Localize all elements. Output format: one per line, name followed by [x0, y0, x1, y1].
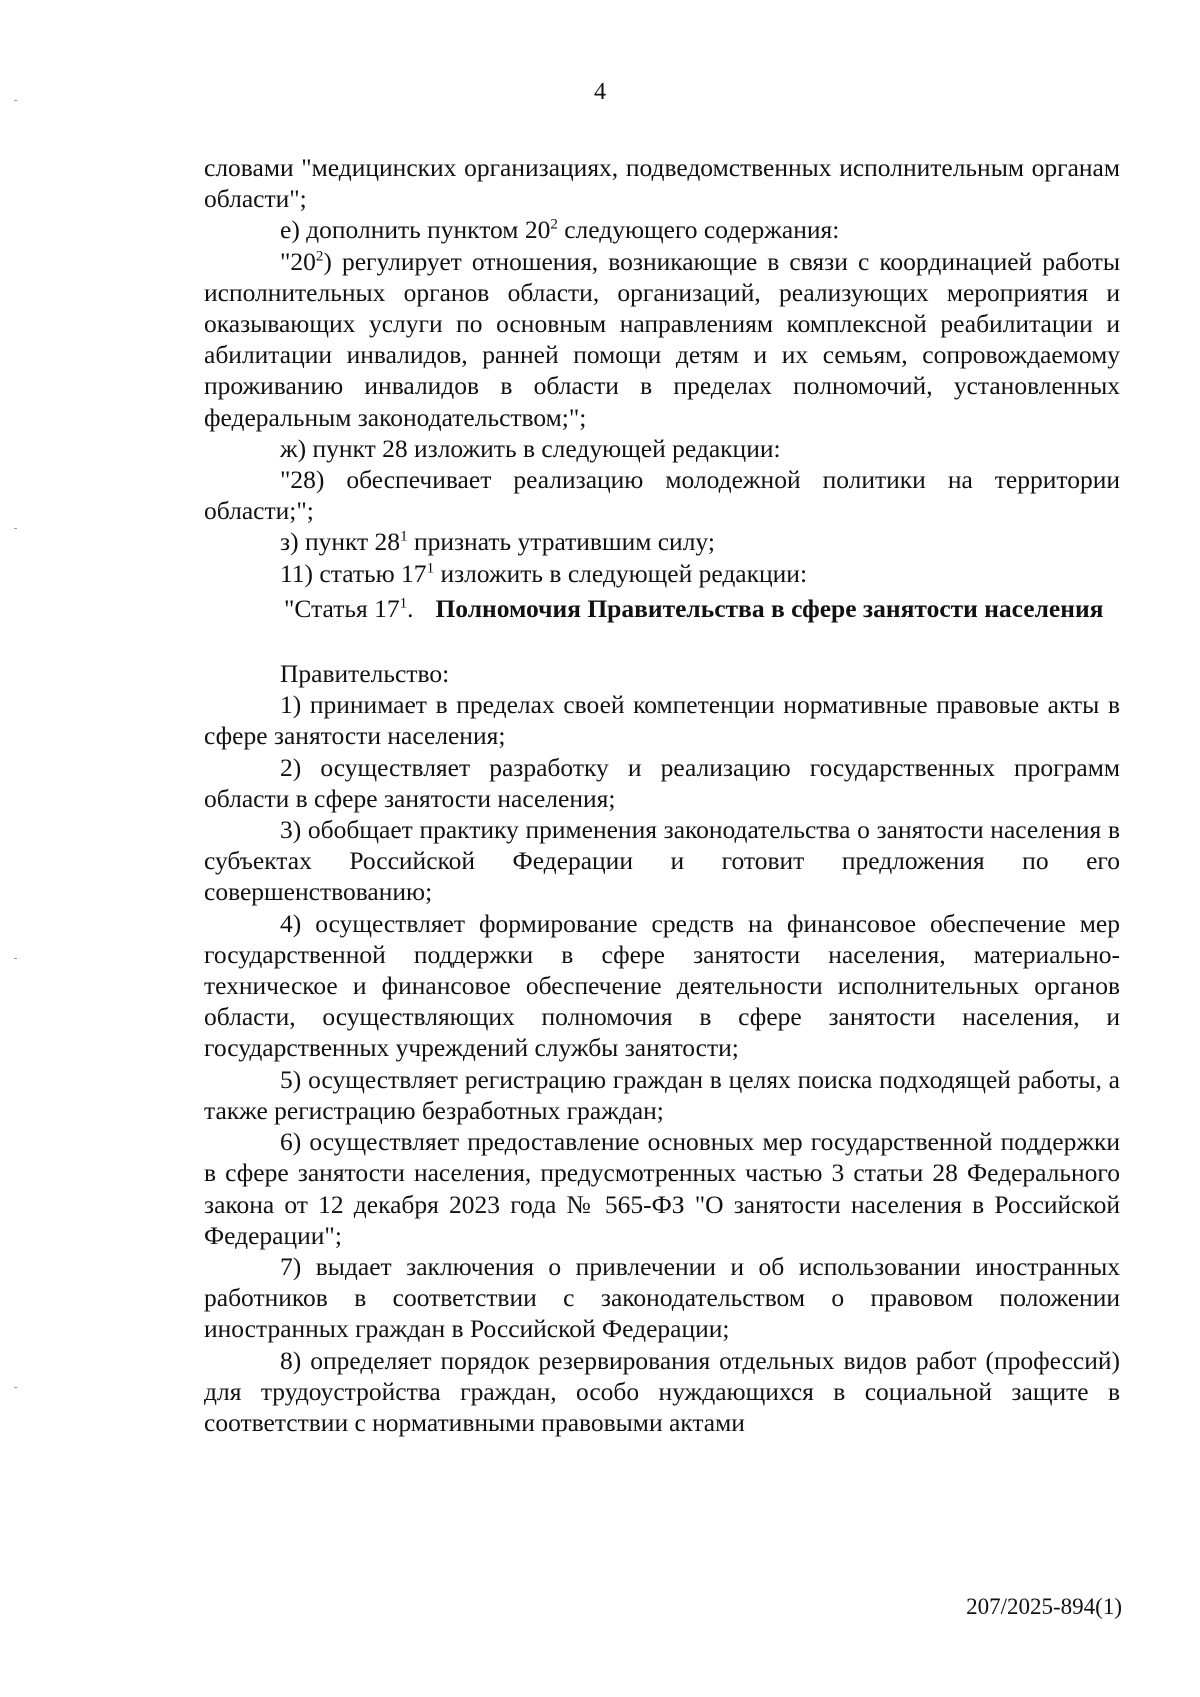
article-number: "Статья $17^1$. — [284, 593, 414, 623]
list-item: 6) осуществляет предоставление основных мер государственной поддержки в сфере занятости населения, предусмотренных частью 3 статьи 28 Федерального закона от 12 декабря 2023 года № 565-ФЗ "О занятости населения в Российской Федерации"; — [204, 1127, 1120, 1250]
government-intro: Правительство: — [280, 659, 450, 689]
scan-margin-mark — [14, 1387, 17, 1388]
list-item: 7) выдает заключения о привлечении и об использовании иностранных работников в соответствии с законодательством о правовом положении иностранных граждан в Российской Федерации; — [204, 1251, 1120, 1344]
paragraph-11: 11) статью $17^1$ изложить в следующей редакции: — [280, 558, 808, 588]
list-item: 2) осуществляет разработку и реализацию государственных программ области в сфере занятости населения; — [204, 752, 1120, 813]
page-number: 4 — [594, 79, 606, 105]
article-heading — [284, 593, 1120, 624]
list-item: 1) принимает в пределах своей компетенции нормативные правовые акты в сфере занятости населения; — [204, 690, 1120, 751]
scan-margin-mark — [14, 100, 17, 101]
scan-margin-mark — [14, 958, 17, 959]
paragraph-point-20-2: "$20^2$) регулирует отношения, возникающие в связи с координацией работы исполнительных органов области, организаций, реализующих мероприятия и оказывающих услуги по основным направлениям комплексной реабилитации и абилитации инвалидов, ранней помощи детям и их семьям, сопровождаемому проживанию инвалидов в области в пределах полномочий, установленных федеральным законодательством;"; — [204, 246, 1120, 432]
paragraph-z: з) пункт $28^1$ признать утратившим силу; — [280, 527, 715, 557]
list-item: 8) определяет порядок резервирования отдельных видов работ (профессий) для трудоустройства граждан, особо нуждающихся в социальной защите в соответствии с нормативными правовыми актами — [204, 1345, 1120, 1437]
spacer — [204, 624, 1120, 658]
scan-margin-mark — [14, 528, 17, 529]
list-item: 3) обобщает практику применения законодательства о занятости населения в субъектах Российской Федерации и готовит предложения по его совершенствованию; — [204, 815, 1120, 907]
paragraph-point-28: "28) обеспечивает реализацию молодежной политики на территории области;"; — [204, 465, 1120, 526]
document-body — [204, 152, 1120, 1438]
paragraph-zh: ж) пункт 28 изложить в следующей редакции: — [280, 433, 781, 463]
list-item: 5) осуществляет регистрацию граждан в целях поиска подходящей работы, а также регистрацию безработных граждан; — [204, 1064, 1120, 1125]
document-code: 207/2025-894(1) — [966, 1594, 1122, 1619]
paragraph-continuation: словами "медицинских организациях, подведомственных исполнительным органам области"; — [204, 153, 1120, 214]
article-title: Полномочия Правительства в сфере занятости населения — [435, 593, 1104, 623]
paragraph-e: е) дополнить пунктом $20^2$ следующего содержания: — [280, 215, 840, 245]
list-item: 4) осуществляет формирование средств на финансовое обеспечение мер государственной поддержки в сфере занятости населения, материально-техническое и финансовое обеспечение деятельности исполнительных органов области, осуществляющих полномочия в сфере занятости населения, и государственных учреждений службы занятости; — [204, 908, 1120, 1063]
